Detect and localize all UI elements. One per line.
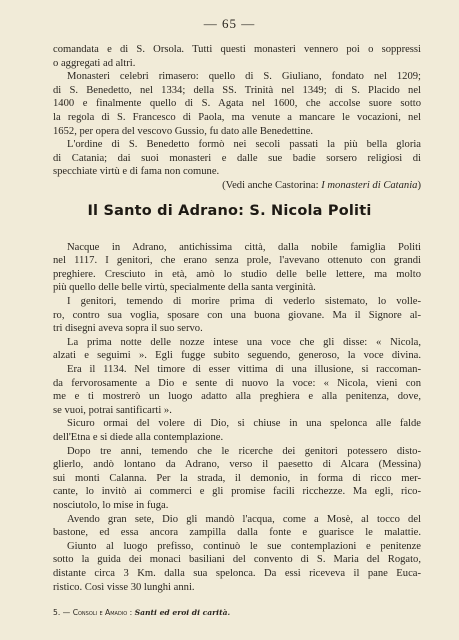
text-line: 1652, per opera del vescovo Gussio, fu dato alle Benedettine.	[53, 125, 314, 137]
text-line: preghiere. Cresciuto in età, amò lo studio delle belle lettere, ma molto	[53, 268, 421, 280]
paragraph-benedictine-order	[53, 138, 421, 179]
reference-prefix: (Vedi anche Castorina:	[222, 180, 322, 191]
text-line: ro, contro sua voglia, sposare con una buona giovane. Ma il Signore al-	[53, 309, 421, 321]
text-line: L'ordine di S. Benedetto formò nei secoli passati la più bella gloria	[67, 139, 421, 151]
section-heading: Il Santo di Adrano: S. Nicola Politi	[87, 202, 372, 219]
text-line: da fervorosamente a Dio e sente di nuovo la voce: « Nicola, vieni con	[53, 377, 421, 389]
paragraph-1134	[53, 363, 421, 417]
text-line: Giunto al luogo prefisso, continuò le sue contemplazioni e penitenze	[67, 540, 421, 552]
paragraph-birth	[53, 241, 421, 295]
paragraph-wedding-night	[53, 336, 421, 363]
text-line: sotto la guida dei monaci basiliani del convento di S. Maria del Rogato,	[53, 554, 421, 566]
text-line: 1400 e finalmente quello di S. Agata nel 1600, che accolse suore sotto	[53, 98, 421, 110]
text-line: nosciutolo, lo mise in fuga.	[53, 499, 169, 511]
text-line: Nacque in Adrano, antichissima città, dalla nobile famiglia Politi	[67, 241, 421, 253]
text-line: La prima notte delle nozze intese una voce che gli disse: « Nicola,	[67, 336, 421, 348]
text-line: cante, lo invitò ai commerci e gli promise facili ricchezze. Ma egli, rico-	[53, 486, 421, 498]
text-line: sui monti Calanna. Per la strada, il demonio, in forma di ricco mer-	[53, 472, 421, 484]
reference-title: I monasteri di Catania	[321, 180, 418, 191]
text-line: di Catania; dai suoi monasteri e dalle sue badie sorsero religiosi di	[53, 152, 421, 164]
paragraph-alcara	[53, 445, 421, 513]
paragraph-contemplation	[53, 540, 421, 594]
text-line: nel 1117. I genitori, che erano senza prole, l'avevano ottenuto con grandi	[53, 255, 421, 267]
text-line: Avendo gran sete, Dio gli mandò l'acqua, come a Mosè, al tocco del	[67, 513, 421, 525]
text-line: Dopo tre anni, temendo che le ricerche dei genitori potessero disto-	[67, 445, 421, 457]
paragraph-etna	[53, 417, 421, 444]
footnote-separator: :	[129, 608, 133, 618]
text-line: dell'Etna e si diede alla contemplazione.	[53, 431, 224, 443]
reference-suffix: )	[417, 180, 421, 191]
paragraph-monasteries-end	[53, 43, 421, 70]
text-line: alzati e seguimi ». Egli fugge subito seguendo, generoso, la voce divina.	[53, 350, 421, 362]
text-line: la regola di S. Francesco di Paola, ma venute a mancare le vocazioni, nel	[53, 111, 421, 123]
footnote-number: 5. —	[53, 608, 71, 618]
text-line: ristico. Così visse 30 lunghi anni.	[53, 581, 195, 593]
paragraph-celebrated-monasteries	[53, 70, 421, 138]
footnote-title: Santi ed eroi di carità.	[134, 608, 231, 618]
text-line: o aggregati ad altri.	[53, 57, 136, 69]
text-line: più quello delle belle virtù, specialmente della santa verginità.	[53, 282, 316, 294]
footnote	[53, 608, 230, 617]
text-line: I genitori, temendo di morire prima di vederlo sistemato, lo volle-	[67, 296, 421, 307]
text-line: tri disegni aveva sopra il suo servo.	[53, 323, 203, 335]
paragraph-water	[53, 513, 421, 540]
text-line: se vuoi, potrai santificarti ».	[53, 404, 172, 416]
text-line: Era il 1134. Nel timore di esser vittima di una illusione, si raccoman-	[67, 364, 421, 375]
page-number: — 65 —	[203, 16, 256, 31]
text-line: specchiate virtù e di fama non comune.	[53, 166, 220, 178]
text-line: me e ti mostrerò un luogo adatto alla preghiera e alla penitenza, dove,	[53, 391, 421, 403]
text-line: di S. Benedetto, nel 1334; della SS. Trinità nel 1349; di S. Placido nel	[53, 84, 421, 96]
text-line: bastone, ed essa ancora zampilla dalla fonte e guarisce le malattie.	[53, 527, 421, 539]
text-line: Sicuro ormai del volere di Dio, si chiuse in una spelonca alle falde	[67, 418, 421, 430]
text-line: glierlo, andò lontano da Adrano, verso il paesetto di Alcara (Messina)	[53, 459, 421, 471]
footnote-authors: Consoli e Amadio	[72, 608, 128, 618]
text-line: distante circa 3 Km. dalla sua spelonca. Da essi riceveva il pane Euca-	[53, 567, 421, 579]
text-line: Monasteri celebri rimasero: quello di S. Giuliano, fondato nel 1209;	[67, 71, 421, 83]
reference-note	[53, 179, 421, 193]
paragraph-parents	[53, 295, 421, 336]
text-line: comandata e di S. Orsola. Tutti questi monasteri vennero poi o soppressi	[53, 44, 421, 55]
